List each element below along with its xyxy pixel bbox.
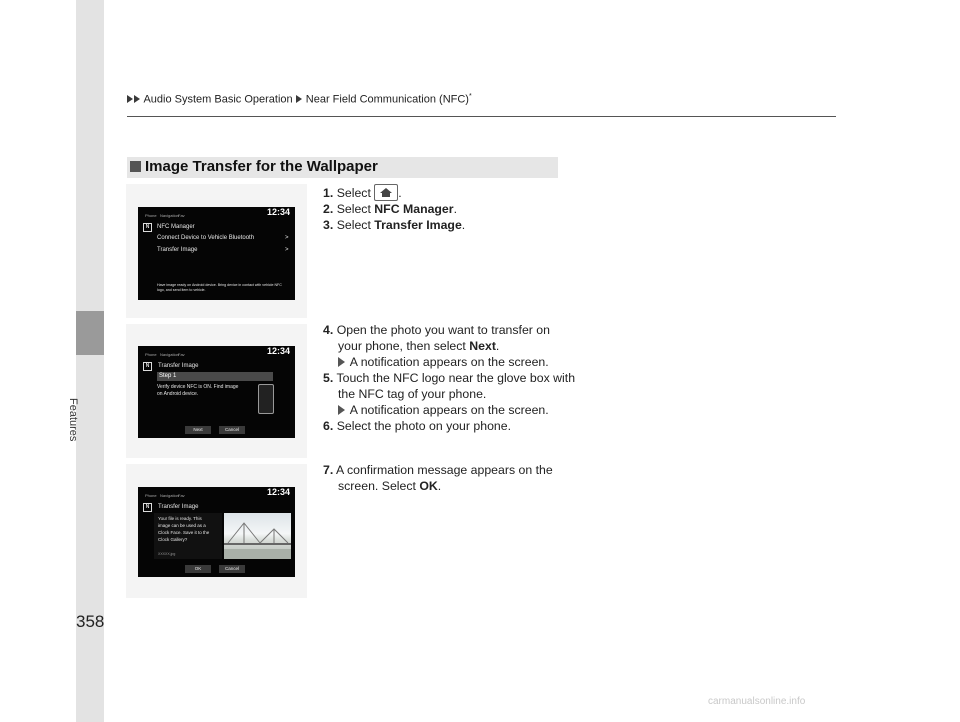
header-rule [127,116,836,117]
breadcrumb [127,93,472,106]
breadcrumb-arrow-icon [127,95,133,103]
phone-label: Phone [145,213,157,218]
dialog-text: Clock Face. Save it to the [158,530,210,535]
step-5-result: A notification appears on the screen. [338,402,549,418]
watermark: carmanualsonline.info [708,696,806,707]
sidebar-label: Features [67,398,79,442]
bridge-image-icon [224,513,291,559]
screen-footnote: Have image ready on Android device. Bring device in contact with vehicle NFC [157,283,282,287]
section-square-icon [130,161,141,172]
navi-label: Navigation [160,352,179,357]
screen-3 [138,487,295,577]
cancel-button[interactable]: Cancel [219,565,245,573]
step-7: 7. A confirmation message appears on the [323,463,553,477]
phone-label: Phone [145,493,157,498]
menu-item-connect[interactable]: Connect Device to Vehicle Bluetooth [157,235,255,241]
step-label: Step 1 [159,373,177,379]
home-icon [374,184,398,201]
screen-clock: 12:34 [266,207,290,217]
screen-1 [138,207,295,300]
phone-image-icon [258,384,274,414]
step-6: 6. Select the photo on your phone. [323,419,512,433]
chevron-right-icon: > [285,247,289,253]
screen-title: NFC Manager [157,224,195,230]
nfc-logo-icon: N [143,362,152,371]
step-5: 5. Touch the NFC logo near the glove box with [323,371,576,385]
screen-title: Transfer Image [158,504,199,510]
step-4: 4. Open the photo you want to transfer on [323,323,550,337]
screenshot-nfc-manager [126,184,307,318]
cancel-button[interactable]: Cancel [219,426,245,434]
sidebar-tab-marker [76,311,104,355]
ok-button[interactable]: OK [185,565,211,573]
step-1: 1. Select . [323,186,402,200]
section-header [127,157,558,178]
step-4-result: A notification appears on the screen. [338,354,549,370]
screen-clock: 12:34 [266,346,290,356]
breadcrumb-item[interactable]: Near Field Communication (NFC) [305,93,469,106]
step-4-cont: your phone, then select Next. [338,339,500,353]
screen-topbar [138,487,295,500]
screen-clock: 12:34 [266,487,290,497]
fav-label: Fav [178,493,185,498]
file-name: XXXXX.jpg [158,552,176,556]
navi-label: Navigation [160,213,179,218]
option-mark: * [468,93,472,100]
screen-topbar [138,207,295,220]
screen-instruction: Verify device NFC is ON. Find image [157,384,239,390]
screenshot-transfer-step1 [126,324,307,458]
screen-footnote: logo, and send item to vehicle. [157,288,206,292]
menu-item-transfer-image[interactable]: Transfer Image [157,247,198,253]
nfc-logo-icon: N [143,503,152,512]
dialog-text: Your file is ready. This [158,516,202,521]
breadcrumb-item[interactable]: Audio System Basic Operation [143,93,293,106]
fav-label: Fav [178,352,185,357]
wallpaper-preview-image [224,513,291,559]
chevron-right-icon: > [285,235,289,241]
screen-topbar [138,346,295,359]
breadcrumb-arrow-icon [296,95,302,103]
step-3: 3. Select Transfer Image. [323,218,466,232]
phone-label: Phone [145,352,157,357]
step-5-cont: the NFC tag of your phone. [338,387,487,401]
result-arrow-icon [338,357,345,367]
screenshot-transfer-confirm [126,464,307,598]
breadcrumb-arrow-icon [134,95,140,103]
screen-2 [138,346,295,438]
page-number: 358 [76,612,105,631]
navi-label: Navigation [160,493,179,498]
fav-label: Fav [178,213,185,218]
screen-title: Transfer Image [158,363,199,369]
step-7-cont: screen. Select OK. [338,479,442,493]
next-button[interactable]: Next [185,426,211,434]
section-title: Image Transfer for the Wallpaper [145,158,378,175]
step-2: 2. Select NFC Manager. [323,202,457,216]
screen-instruction: on Android device. [157,391,199,397]
result-arrow-icon [338,405,345,415]
dialog-text: Clock Gallery? [158,537,188,542]
dialog-text: image can be used as a [158,523,206,528]
nfc-logo-icon: N [143,223,152,232]
